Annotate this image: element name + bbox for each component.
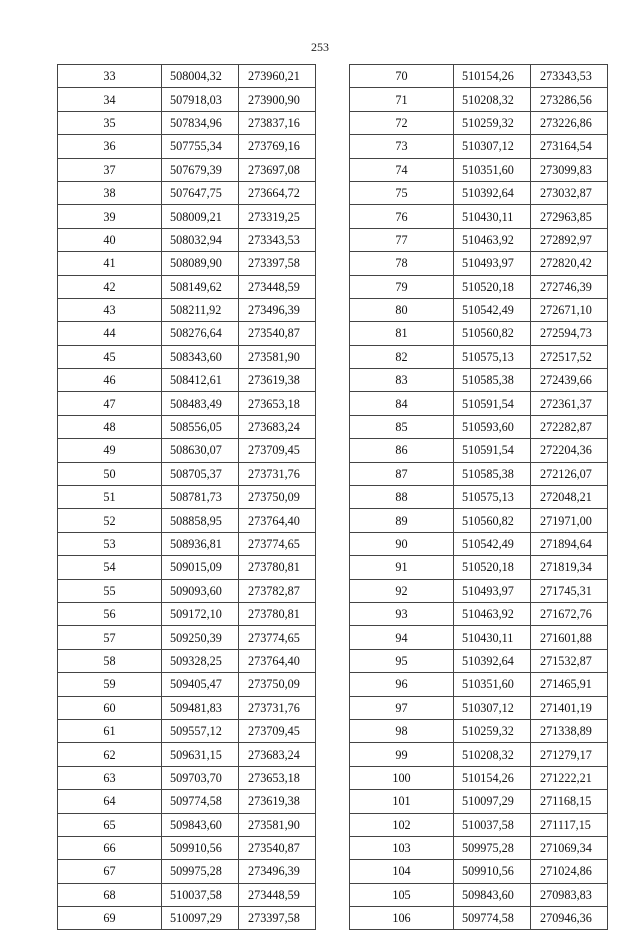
table-row <box>350 322 608 345</box>
table-row <box>350 696 608 719</box>
point-number-cell: 77 <box>350 228 454 251</box>
point-number-cell: 79 <box>350 275 454 298</box>
y-coordinate-cell: 273540,87 <box>239 836 316 859</box>
y-coordinate-cell: 273448,59 <box>239 275 316 298</box>
point-number-cell: 71 <box>350 88 454 111</box>
x-coordinate-cell: 510542,49 <box>454 298 531 321</box>
y-coordinate-cell: 273397,58 <box>239 907 316 930</box>
point-number-cell: 59 <box>58 673 162 696</box>
y-coordinate-cell: 273683,24 <box>239 415 316 438</box>
point-number-cell: 98 <box>350 719 454 742</box>
y-coordinate-cell: 272594,73 <box>531 322 608 345</box>
table-row <box>350 88 608 111</box>
y-coordinate-cell: 271601,88 <box>531 626 608 649</box>
table-row <box>350 626 608 649</box>
table-row <box>350 111 608 134</box>
x-coordinate-cell: 508343,60 <box>162 345 239 368</box>
point-number-cell: 87 <box>350 462 454 485</box>
table-row <box>350 252 608 275</box>
table-row <box>58 462 316 485</box>
x-coordinate-cell: 510097,29 <box>454 790 531 813</box>
y-coordinate-cell: 273697,08 <box>239 158 316 181</box>
point-number-cell: 34 <box>58 88 162 111</box>
table-row <box>58 673 316 696</box>
x-coordinate-cell: 510307,12 <box>454 135 531 158</box>
table-row <box>350 392 608 415</box>
y-coordinate-cell: 271168,15 <box>531 790 608 813</box>
point-number-cell: 52 <box>58 509 162 532</box>
table-row <box>350 813 608 836</box>
table-row <box>58 626 316 649</box>
x-coordinate-cell: 508630,07 <box>162 439 239 462</box>
y-coordinate-cell: 272963,85 <box>531 205 608 228</box>
point-number-cell: 61 <box>58 719 162 742</box>
x-coordinate-cell: 510097,29 <box>162 907 239 930</box>
point-number-cell: 86 <box>350 439 454 462</box>
point-number-cell: 41 <box>58 252 162 275</box>
table-row <box>58 907 316 930</box>
x-coordinate-cell: 508936,81 <box>162 532 239 555</box>
point-number-cell: 45 <box>58 345 162 368</box>
x-coordinate-cell: 510463,92 <box>454 602 531 625</box>
x-coordinate-cell: 509631,15 <box>162 743 239 766</box>
x-coordinate-cell: 510259,32 <box>454 719 531 742</box>
table-row <box>58 252 316 275</box>
table-row <box>58 602 316 625</box>
y-coordinate-cell: 272671,10 <box>531 298 608 321</box>
table-row <box>58 813 316 836</box>
table-row <box>350 790 608 813</box>
point-number-cell: 40 <box>58 228 162 251</box>
x-coordinate-cell: 510585,38 <box>454 462 531 485</box>
y-coordinate-cell: 273900,90 <box>239 88 316 111</box>
table-row <box>58 486 316 509</box>
point-number-cell: 48 <box>58 415 162 438</box>
x-coordinate-cell: 510430,11 <box>454 626 531 649</box>
x-coordinate-cell: 510351,60 <box>454 673 531 696</box>
point-number-cell: 72 <box>350 111 454 134</box>
table-row <box>58 532 316 555</box>
y-coordinate-cell: 273496,39 <box>239 298 316 321</box>
x-coordinate-cell: 508412,61 <box>162 369 239 392</box>
table-row <box>58 392 316 415</box>
y-coordinate-cell: 272282,87 <box>531 415 608 438</box>
y-coordinate-cell: 273782,87 <box>239 579 316 602</box>
x-coordinate-cell: 510430,11 <box>454 205 531 228</box>
point-number-cell: 103 <box>350 836 454 859</box>
x-coordinate-cell: 509250,39 <box>162 626 239 649</box>
table-row <box>58 766 316 789</box>
y-coordinate-cell: 271465,91 <box>531 673 608 696</box>
x-coordinate-cell: 507834,96 <box>162 111 239 134</box>
table-row <box>58 649 316 672</box>
point-number-cell: 101 <box>350 790 454 813</box>
x-coordinate-cell: 510520,18 <box>454 275 531 298</box>
table-row <box>58 439 316 462</box>
table-row <box>58 836 316 859</box>
y-coordinate-cell: 272126,07 <box>531 462 608 485</box>
x-coordinate-cell: 508858,95 <box>162 509 239 532</box>
table-row <box>58 556 316 579</box>
table-row <box>350 181 608 204</box>
x-coordinate-cell: 508483,49 <box>162 392 239 415</box>
table-row <box>350 415 608 438</box>
point-number-cell: 94 <box>350 626 454 649</box>
y-coordinate-cell: 271279,17 <box>531 743 608 766</box>
table-row <box>350 719 608 742</box>
x-coordinate-cell: 509774,58 <box>162 790 239 813</box>
point-number-cell: 96 <box>350 673 454 696</box>
y-coordinate-cell: 273750,09 <box>239 486 316 509</box>
x-coordinate-cell: 510593,60 <box>454 415 531 438</box>
x-coordinate-cell: 510154,26 <box>454 65 531 88</box>
point-number-cell: 57 <box>58 626 162 649</box>
y-coordinate-cell: 273448,59 <box>239 883 316 906</box>
x-coordinate-cell: 510154,26 <box>454 766 531 789</box>
y-coordinate-cell: 273731,76 <box>239 696 316 719</box>
page-number: 253 <box>311 40 329 54</box>
point-number-cell: 65 <box>58 813 162 836</box>
table-row <box>350 673 608 696</box>
table-row <box>350 907 608 930</box>
point-number-cell: 67 <box>58 860 162 883</box>
x-coordinate-cell: 509910,56 <box>162 836 239 859</box>
y-coordinate-cell: 273709,45 <box>239 439 316 462</box>
point-number-cell: 39 <box>58 205 162 228</box>
x-coordinate-cell: 507918,03 <box>162 88 239 111</box>
y-coordinate-cell: 270946,36 <box>531 907 608 930</box>
y-coordinate-cell: 273683,24 <box>239 743 316 766</box>
point-number-cell: 91 <box>350 556 454 579</box>
x-coordinate-cell: 508705,37 <box>162 462 239 485</box>
x-coordinate-cell: 510208,32 <box>454 743 531 766</box>
point-number-cell: 46 <box>58 369 162 392</box>
table-row <box>350 556 608 579</box>
y-coordinate-cell: 272517,52 <box>531 345 608 368</box>
x-coordinate-cell: 510542,49 <box>454 532 531 555</box>
y-coordinate-cell: 272892,97 <box>531 228 608 251</box>
point-number-cell: 83 <box>350 369 454 392</box>
point-number-cell: 58 <box>58 649 162 672</box>
x-coordinate-cell: 508009,21 <box>162 205 239 228</box>
y-coordinate-cell: 273774,65 <box>239 532 316 555</box>
x-coordinate-cell: 510575,13 <box>454 486 531 509</box>
x-coordinate-cell: 509774,58 <box>454 907 531 930</box>
x-coordinate-cell: 510575,13 <box>454 345 531 368</box>
x-coordinate-cell: 509975,28 <box>454 836 531 859</box>
y-coordinate-cell: 273653,18 <box>239 392 316 415</box>
table-row <box>58 322 316 345</box>
point-number-cell: 95 <box>350 649 454 672</box>
table-row <box>350 439 608 462</box>
table-row <box>350 602 608 625</box>
point-number-cell: 80 <box>350 298 454 321</box>
y-coordinate-cell: 271069,34 <box>531 836 608 859</box>
y-coordinate-cell: 272048,21 <box>531 486 608 509</box>
x-coordinate-cell: 508032,94 <box>162 228 239 251</box>
point-number-cell: 73 <box>350 135 454 158</box>
point-number-cell: 90 <box>350 532 454 555</box>
y-coordinate-cell: 271401,19 <box>531 696 608 719</box>
table-row <box>58 579 316 602</box>
coordinates-table-right <box>349 64 608 930</box>
x-coordinate-cell: 508004,32 <box>162 65 239 88</box>
x-coordinate-cell: 510585,38 <box>454 369 531 392</box>
point-number-cell: 68 <box>58 883 162 906</box>
x-coordinate-cell: 509975,28 <box>162 860 239 883</box>
x-coordinate-cell: 510307,12 <box>454 696 531 719</box>
point-number-cell: 85 <box>350 415 454 438</box>
y-coordinate-cell: 273769,16 <box>239 135 316 158</box>
y-coordinate-cell: 272746,39 <box>531 275 608 298</box>
y-coordinate-cell: 273581,90 <box>239 813 316 836</box>
y-coordinate-cell: 271745,31 <box>531 579 608 602</box>
table-row <box>58 298 316 321</box>
y-coordinate-cell: 273664,72 <box>239 181 316 204</box>
y-coordinate-cell: 273343,53 <box>239 228 316 251</box>
y-coordinate-cell: 273619,38 <box>239 790 316 813</box>
y-coordinate-cell: 273750,09 <box>239 673 316 696</box>
y-coordinate-cell: 271819,34 <box>531 556 608 579</box>
point-number-cell: 93 <box>350 602 454 625</box>
point-number-cell: 84 <box>350 392 454 415</box>
y-coordinate-cell: 273581,90 <box>239 345 316 368</box>
point-number-cell: 82 <box>350 345 454 368</box>
y-coordinate-cell: 271894,64 <box>531 532 608 555</box>
y-coordinate-cell: 273032,87 <box>531 181 608 204</box>
point-number-cell: 47 <box>58 392 162 415</box>
y-coordinate-cell: 272439,66 <box>531 369 608 392</box>
y-coordinate-cell: 271971,00 <box>531 509 608 532</box>
x-coordinate-cell: 509093,60 <box>162 579 239 602</box>
x-coordinate-cell: 508781,73 <box>162 486 239 509</box>
table-row <box>350 298 608 321</box>
x-coordinate-cell: 510351,60 <box>454 158 531 181</box>
table-row <box>350 579 608 602</box>
x-coordinate-cell: 510037,58 <box>162 883 239 906</box>
y-coordinate-cell: 273496,39 <box>239 860 316 883</box>
point-number-cell: 99 <box>350 743 454 766</box>
table-row <box>350 860 608 883</box>
point-number-cell: 106 <box>350 907 454 930</box>
x-coordinate-cell: 509557,12 <box>162 719 239 742</box>
y-coordinate-cell: 272361,37 <box>531 392 608 415</box>
x-coordinate-cell: 507647,75 <box>162 181 239 204</box>
table-row <box>350 766 608 789</box>
point-number-cell: 75 <box>350 181 454 204</box>
x-coordinate-cell: 508089,90 <box>162 252 239 275</box>
table-row <box>58 205 316 228</box>
x-coordinate-cell: 510037,58 <box>454 813 531 836</box>
table-row <box>350 228 608 251</box>
table-row <box>350 369 608 392</box>
table-row <box>58 275 316 298</box>
table-row <box>350 836 608 859</box>
y-coordinate-cell: 271672,76 <box>531 602 608 625</box>
table-row <box>350 532 608 555</box>
x-coordinate-cell: 508556,05 <box>162 415 239 438</box>
x-coordinate-cell: 508211,92 <box>162 298 239 321</box>
table-row <box>350 135 608 158</box>
y-coordinate-cell: 273397,58 <box>239 252 316 275</box>
y-coordinate-cell: 272820,42 <box>531 252 608 275</box>
y-coordinate-cell: 273709,45 <box>239 719 316 742</box>
x-coordinate-cell: 510259,32 <box>454 111 531 134</box>
x-coordinate-cell: 509328,25 <box>162 649 239 672</box>
x-coordinate-cell: 510493,97 <box>454 579 531 602</box>
table-row <box>58 88 316 111</box>
table-row <box>350 462 608 485</box>
table-row <box>350 883 608 906</box>
table-row <box>350 486 608 509</box>
x-coordinate-cell: 509843,60 <box>454 883 531 906</box>
table-row <box>58 860 316 883</box>
point-number-cell: 42 <box>58 275 162 298</box>
table-row <box>58 369 316 392</box>
y-coordinate-cell: 273774,65 <box>239 626 316 649</box>
table-row <box>58 65 316 88</box>
x-coordinate-cell: 510208,32 <box>454 88 531 111</box>
table-row <box>350 158 608 181</box>
point-number-cell: 66 <box>58 836 162 859</box>
y-coordinate-cell: 271024,86 <box>531 860 608 883</box>
y-coordinate-cell: 273164,54 <box>531 135 608 158</box>
point-number-cell: 33 <box>58 65 162 88</box>
table-row <box>350 509 608 532</box>
point-number-cell: 43 <box>58 298 162 321</box>
point-number-cell: 38 <box>58 181 162 204</box>
table-row <box>58 345 316 368</box>
point-number-cell: 50 <box>58 462 162 485</box>
x-coordinate-cell: 508149,62 <box>162 275 239 298</box>
y-coordinate-cell: 273731,76 <box>239 462 316 485</box>
y-coordinate-cell: 272204,36 <box>531 439 608 462</box>
x-coordinate-cell: 509703,70 <box>162 766 239 789</box>
x-coordinate-cell: 510392,64 <box>454 649 531 672</box>
y-coordinate-cell: 273780,81 <box>239 556 316 579</box>
point-number-cell: 55 <box>58 579 162 602</box>
table-row <box>350 345 608 368</box>
x-coordinate-cell: 510591,54 <box>454 392 531 415</box>
point-number-cell: 105 <box>350 883 454 906</box>
point-number-cell: 49 <box>58 439 162 462</box>
point-number-cell: 97 <box>350 696 454 719</box>
x-coordinate-cell: 510392,64 <box>454 181 531 204</box>
point-number-cell: 69 <box>58 907 162 930</box>
table-row <box>350 275 608 298</box>
point-number-cell: 64 <box>58 790 162 813</box>
x-coordinate-cell: 510520,18 <box>454 556 531 579</box>
x-coordinate-cell: 507755,34 <box>162 135 239 158</box>
x-coordinate-cell: 508276,64 <box>162 322 239 345</box>
y-coordinate-cell: 273286,56 <box>531 88 608 111</box>
y-coordinate-cell: 273540,87 <box>239 322 316 345</box>
y-coordinate-cell: 273653,18 <box>239 766 316 789</box>
point-number-cell: 60 <box>58 696 162 719</box>
point-number-cell: 100 <box>350 766 454 789</box>
point-number-cell: 54 <box>58 556 162 579</box>
point-number-cell: 89 <box>350 509 454 532</box>
x-coordinate-cell: 510463,92 <box>454 228 531 251</box>
y-coordinate-cell: 273764,40 <box>239 649 316 672</box>
table-row <box>58 743 316 766</box>
y-coordinate-cell: 271117,15 <box>531 813 608 836</box>
y-coordinate-cell: 271222,21 <box>531 766 608 789</box>
y-coordinate-cell: 273780,81 <box>239 602 316 625</box>
table-row <box>58 228 316 251</box>
table-row <box>58 415 316 438</box>
y-coordinate-cell: 273099,83 <box>531 158 608 181</box>
y-coordinate-cell: 273319,25 <box>239 205 316 228</box>
table-row <box>58 181 316 204</box>
point-number-cell: 36 <box>58 135 162 158</box>
table-row <box>350 65 608 88</box>
y-coordinate-cell: 273764,40 <box>239 509 316 532</box>
point-number-cell: 74 <box>350 158 454 181</box>
point-number-cell: 70 <box>350 65 454 88</box>
x-coordinate-cell: 510560,82 <box>454 322 531 345</box>
point-number-cell: 35 <box>58 111 162 134</box>
point-number-cell: 62 <box>58 743 162 766</box>
table-row <box>58 158 316 181</box>
x-coordinate-cell: 509172,10 <box>162 602 239 625</box>
table-row <box>350 205 608 228</box>
y-coordinate-cell: 273837,16 <box>239 111 316 134</box>
point-number-cell: 63 <box>58 766 162 789</box>
table-row <box>350 743 608 766</box>
point-number-cell: 37 <box>58 158 162 181</box>
point-number-cell: 44 <box>58 322 162 345</box>
point-number-cell: 102 <box>350 813 454 836</box>
x-coordinate-cell: 509015,09 <box>162 556 239 579</box>
y-coordinate-cell: 273960,21 <box>239 65 316 88</box>
x-coordinate-cell: 509910,56 <box>454 860 531 883</box>
y-coordinate-cell: 271338,89 <box>531 719 608 742</box>
table-row <box>58 111 316 134</box>
x-coordinate-cell: 507679,39 <box>162 158 239 181</box>
x-coordinate-cell: 509405,47 <box>162 673 239 696</box>
table-row <box>58 696 316 719</box>
y-coordinate-cell: 273619,38 <box>239 369 316 392</box>
point-number-cell: 92 <box>350 579 454 602</box>
point-number-cell: 104 <box>350 860 454 883</box>
x-coordinate-cell: 510560,82 <box>454 509 531 532</box>
point-number-cell: 81 <box>350 322 454 345</box>
x-coordinate-cell: 510493,97 <box>454 252 531 275</box>
table-row <box>58 135 316 158</box>
y-coordinate-cell: 273226,86 <box>531 111 608 134</box>
point-number-cell: 88 <box>350 486 454 509</box>
y-coordinate-cell: 273343,53 <box>531 65 608 88</box>
y-coordinate-cell: 271532,87 <box>531 649 608 672</box>
x-coordinate-cell: 509843,60 <box>162 813 239 836</box>
coordinates-table-left <box>57 64 316 930</box>
table-row <box>58 509 316 532</box>
table-row <box>58 719 316 742</box>
point-number-cell: 78 <box>350 252 454 275</box>
x-coordinate-cell: 509481,83 <box>162 696 239 719</box>
point-number-cell: 56 <box>58 602 162 625</box>
table-row <box>350 649 608 672</box>
y-coordinate-cell: 270983,83 <box>531 883 608 906</box>
point-number-cell: 53 <box>58 532 162 555</box>
table-row <box>58 790 316 813</box>
x-coordinate-cell: 510591,54 <box>454 439 531 462</box>
point-number-cell: 76 <box>350 205 454 228</box>
point-number-cell: 51 <box>58 486 162 509</box>
table-row <box>58 883 316 906</box>
